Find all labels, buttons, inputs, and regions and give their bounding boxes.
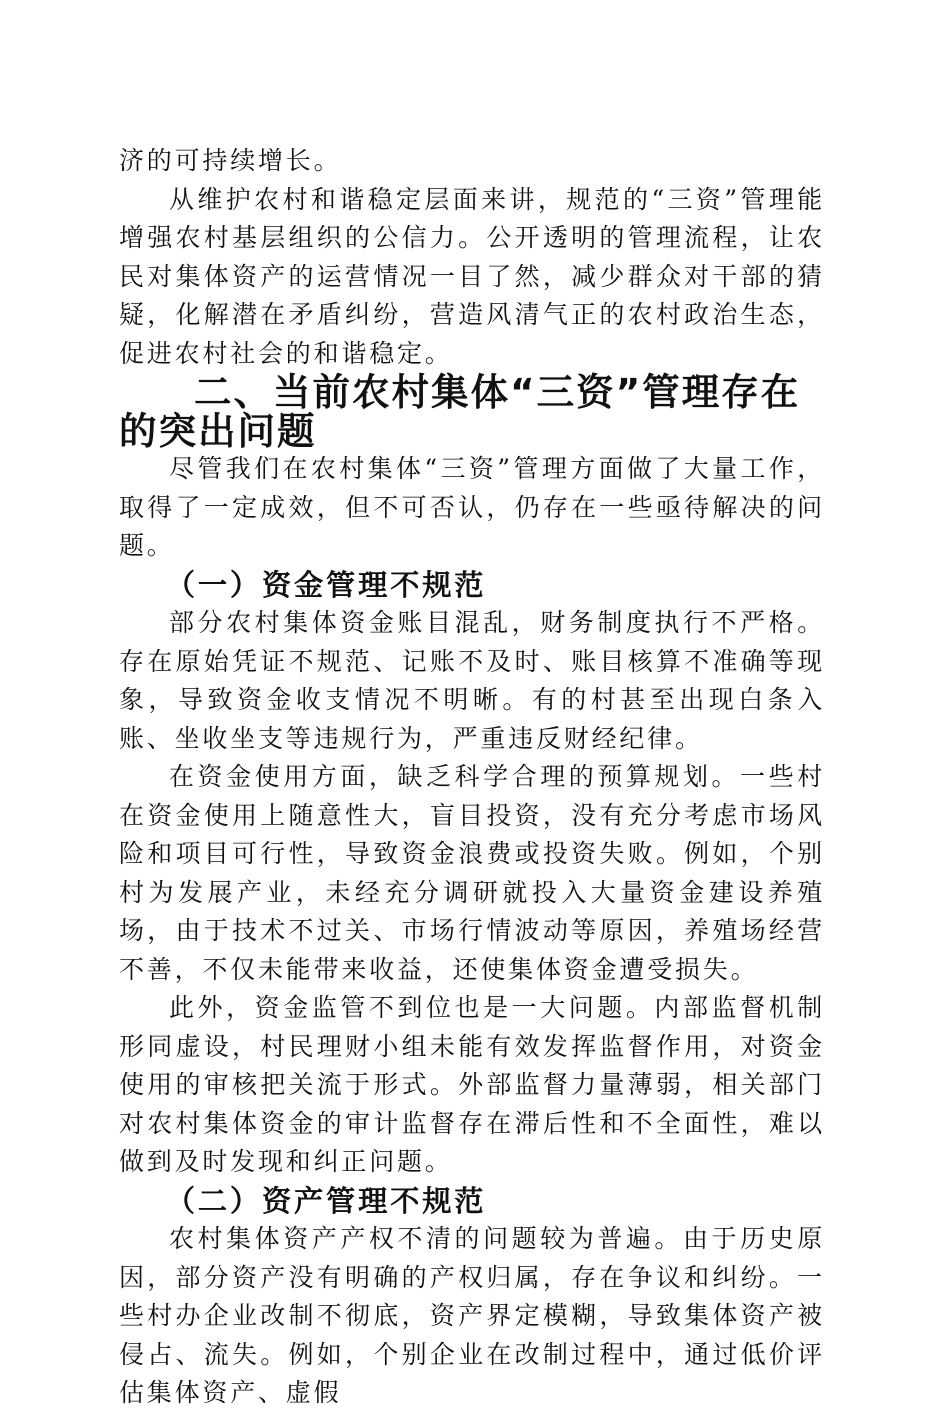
subheading-asset-management: （二）资产管理不规范 xyxy=(165,1183,487,1218)
paragraph-continuation: 济的可持续增长。 xyxy=(119,146,342,175)
paragraph-fund-supervision: 此外，资金监管不到位也是一大问题。内部监督机制形同虚设，村民理财小组未能有效发挥监督作用，对资金使用的审核把关流于形式。外部监督力量薄弱，相关部门对农村集体资金的审计监督存在滞后性和不全面性，难以做到及时发现和纠正问题。 xyxy=(119,993,825,1176)
subheading-fund-management: （一）资金管理不规范 xyxy=(165,567,487,602)
paragraph-problems-intro: 尽管我们在农村集体“三资”管理方面做了大量工作，取得了一定成效，但不可否认，仍存在一些亟待解决的问题。 xyxy=(119,454,825,560)
document-page xyxy=(119,142,825,1413)
paragraph-fund-usage: 在资金使用方面，缺乏科学合理的预算规划。一些村在资金使用上随意性大，盲目投资，没有充分考虑市场风险和项目可行性，导致资金浪费或投资失败。例如，个别村为发展产业，未经充分调研就投入大量资金建设养殖场，由于技术不过关、市场行情波动等原因，养殖场经营不善，不仅未能带来收益，还使集体资金遭受损失。 xyxy=(119,762,825,984)
section-heading-problems: 二、当前农村集体“三资”管理存在的突出问题 xyxy=(119,370,801,453)
paragraph-fund-accounts: 部分农村集体资金账目混乱，财务制度执行不严格。存在原始凭证不规范、记账不及时、账目核算不准确等现象，导致资金收支情况不明晰。有的村甚至出现白条入账、坐收坐支等违规行为，严重违反财经纪律。 xyxy=(119,608,825,753)
paragraph-asset-ownership: 农村集体资产产权不清的问题较为普遍。由于历史原因，部分资产没有明确的产权归属，存在争议和纠纷。一些村办企业改制不彻底，资产界定模糊，导致集体资产被侵占、流失。例如，个别企业在改制过程中，通过低价评估集体资产、虚假 xyxy=(119,1224,825,1407)
paragraph-social-stability: 从维护农村和谐稳定层面来讲，规范的“三资”管理能增强农村基层组织的公信力。公开透明的管理流程，让农民对集体资产的运营情况一目了然，减少群众对干部的猜疑，化解潜在矛盾纠纷，营造风清气正的农村政治生态，促进农村社会的和谐稳定。 xyxy=(119,184,825,368)
